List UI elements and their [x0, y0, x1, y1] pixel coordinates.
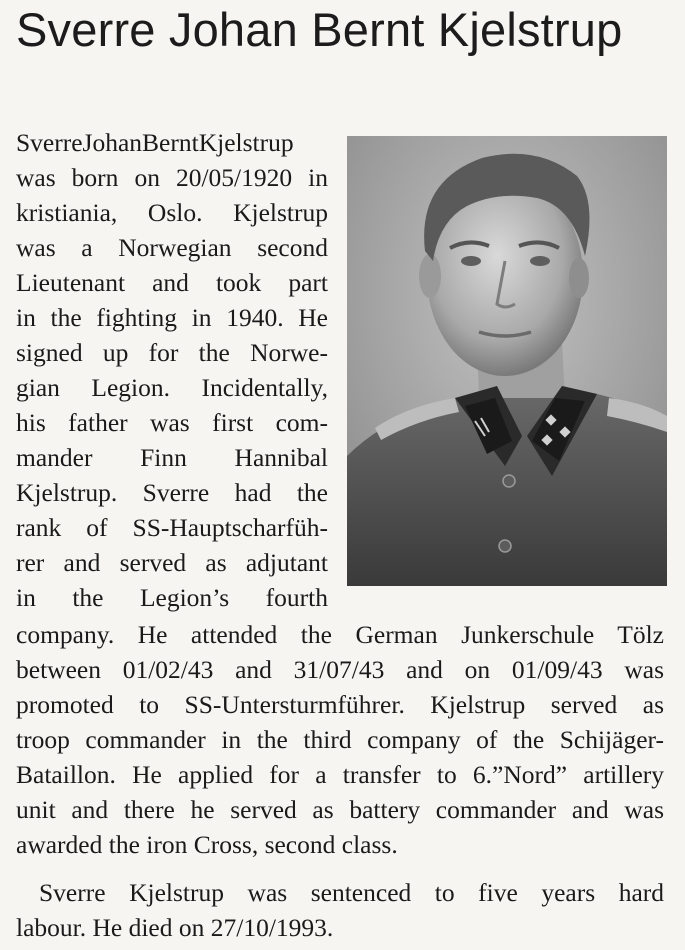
- body-line: company. He attended the German Junkerschule Tölz: [16, 620, 664, 649]
- body-line: was born on 20/05/1920 in: [16, 163, 328, 192]
- body-line: mander Finn Hannibal: [16, 443, 328, 472]
- body-line: was a Norwegian second: [16, 233, 328, 262]
- body-line: in the fighting in 1940. He: [16, 303, 328, 332]
- body-line: signed up for the Norwe-: [16, 338, 328, 367]
- body-line: Lieutenant and took part: [16, 268, 328, 297]
- body-line: promoted to SS-Untersturmführer. Kjelstrup served as: [16, 690, 664, 719]
- body-line: kristiania, Oslo. Kjelstrup: [16, 198, 328, 227]
- body-line: Kjelstrup. Sverre had the: [16, 478, 328, 507]
- body-line: Bataillon. He applied for a transfer to 6.”Nord” artillery: [16, 760, 664, 789]
- article-title: Sverre Johan Bernt Kjelstrup: [16, 3, 623, 56]
- body-line: Sverre Kjelstrup was sentenced to five years hard: [39, 878, 664, 907]
- portrait-illustration: [347, 136, 667, 586]
- body-line: rer and served as adjutant: [16, 548, 328, 577]
- body-line: unit and there he served as battery commander and was: [16, 795, 664, 824]
- body-line: labour. He died on 27/10/1993.: [16, 913, 334, 942]
- portrait-photo: [347, 136, 667, 586]
- body-line: gian Legion. Incidentally,: [16, 373, 328, 402]
- body-line: awarded the iron Cross, second class.: [16, 830, 398, 859]
- body-line: in the Legion’s fourth: [16, 583, 328, 612]
- body-line: troop commander in the third company of the Schijäger-: [16, 725, 664, 754]
- body-line: SverreJohanBerntKjelstrup: [16, 128, 294, 157]
- body-line: his father was first com-: [16, 408, 328, 437]
- body-line: between 01/02/43 and 31/07/43 and on 01/09/43 was: [16, 655, 664, 684]
- body-line: rank of SS-Hauptscharfüh-: [16, 513, 328, 542]
